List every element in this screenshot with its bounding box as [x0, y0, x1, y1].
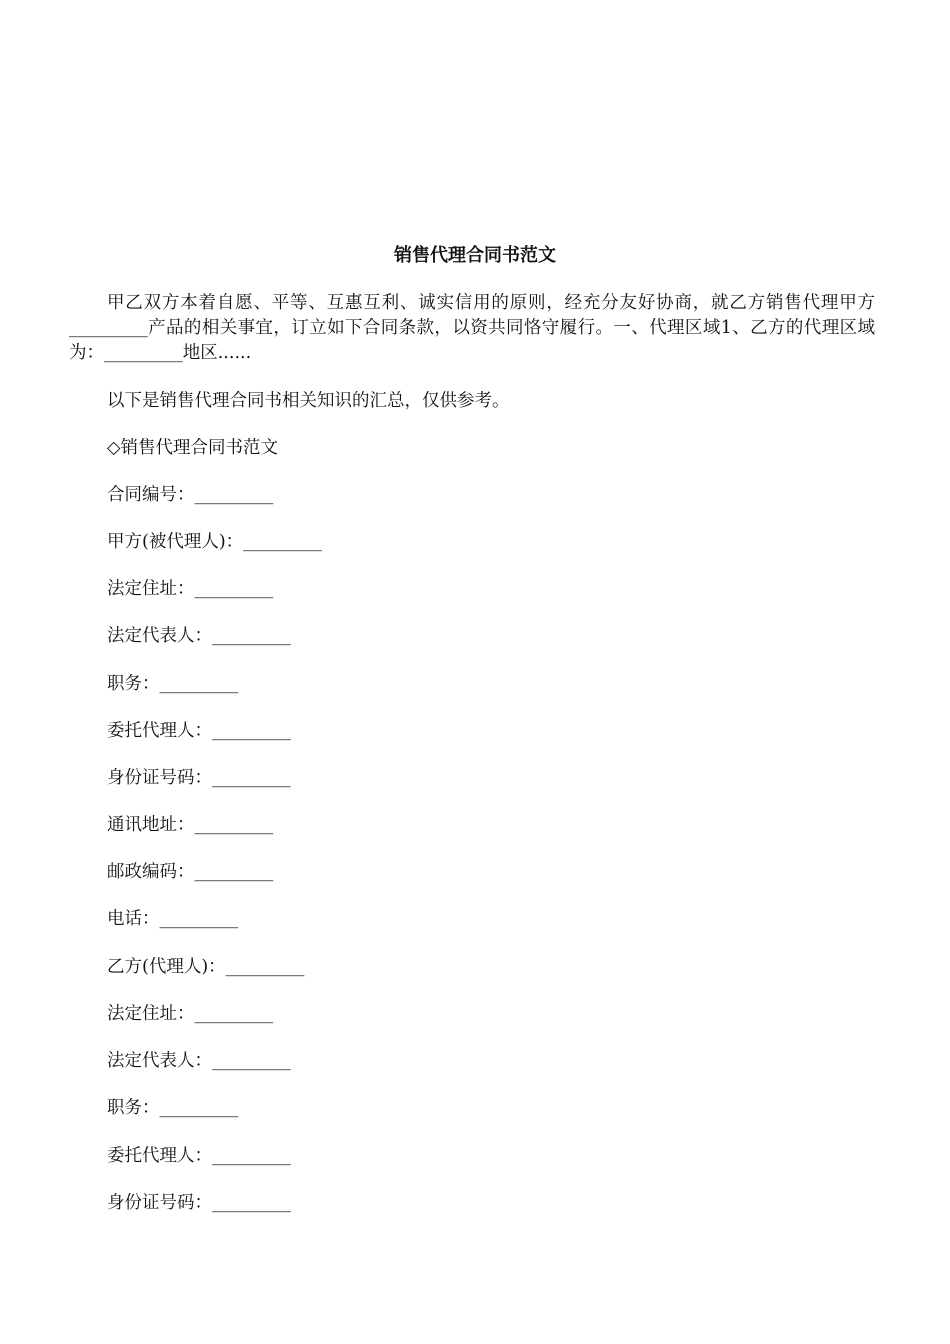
field-party-a-postcode: 邮政编码：_________ — [107, 862, 274, 882]
field-party-a-mail-address: 通讯地址：_________ — [107, 815, 274, 835]
field-contract-number: 合同编号：_________ — [107, 485, 274, 505]
field-party-a-address: 法定住址：_________ — [107, 579, 274, 599]
field-party-b-address: 法定住址：_________ — [107, 1004, 274, 1024]
field-party-a-id-number: 身份证号码：_________ — [107, 768, 291, 788]
section-heading: ◇销售代理合同书范文 — [107, 438, 278, 458]
field-party-b-position: 职务：_________ — [107, 1098, 239, 1118]
field-party-a-position: 职务：_________ — [107, 674, 239, 694]
field-party-a-legal-rep: 法定代表人：_________ — [107, 626, 291, 646]
intro-paragraph: 甲乙双方本着自愿、平等、互惠互利、诚实信用的原则，经充分友好协商，就乙方销售代理甲方_________产品的相关事宜，订立如下合同条款，以资共同恪守履行。一、代理区域1、乙方的代理区域为：_________地区...... — [69, 293, 875, 363]
field-party-b: 乙方(代理人)：_________ — [107, 957, 305, 977]
field-party-a: 甲方(被代理人)：_________ — [107, 532, 322, 552]
field-party-a-phone: 电话：_________ — [107, 909, 239, 929]
document-title: 销售代理合同书范文 — [394, 245, 556, 266]
field-party-b-legal-rep: 法定代表人：_________ — [107, 1051, 291, 1071]
summary-paragraph: 以下是销售代理合同书相关知识的汇总，仅供参考。 — [107, 391, 510, 411]
field-party-b-id-number: 身份证号码：_________ — [107, 1193, 291, 1213]
field-party-b-agent: 委托代理人：_________ — [107, 1146, 291, 1166]
field-party-a-agent: 委托代理人：_________ — [107, 721, 291, 741]
